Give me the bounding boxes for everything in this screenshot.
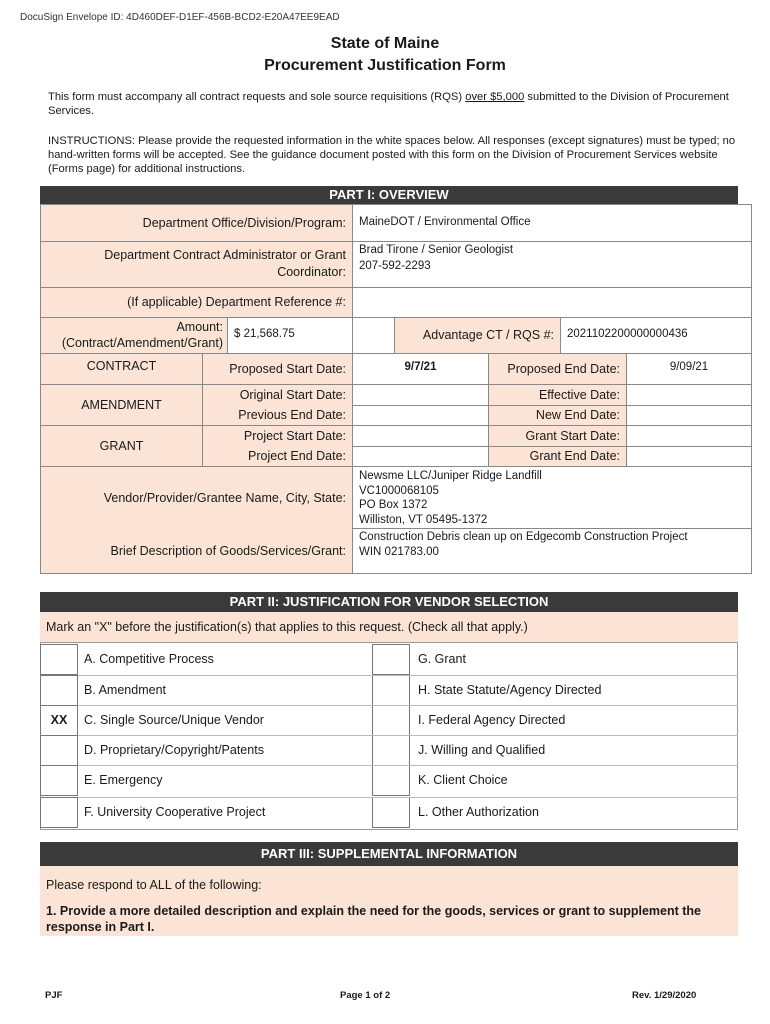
left-checkbox-0[interactable] — [40, 644, 78, 675]
rqs-value[interactable]: 2021102200000000436 — [567, 328, 688, 340]
contract-label: CONTRACT — [41, 353, 202, 384]
envelope-id: DocuSign Envelope ID: 4D460DEF-D1EF-456B-BCD2-E20A47EE9EAD — [20, 12, 340, 23]
intro-paragraph: This form must accompany all contract requests and sole source requisitions (RQS) over $5,000 submitted to the Division of Procurement Services. — [48, 91, 729, 117]
right-option-label-3: J. Willing and Qualified — [418, 743, 546, 757]
right-option-label-2: I. Federal Agency Directed — [418, 713, 566, 727]
footer-revision: Rev. 1/29/2020 — [632, 990, 697, 1001]
rqs-label: Advantage CT / RQS #: — [395, 317, 560, 353]
left-option-label-3: D. Proprietary/Copyright/Patents — [84, 743, 264, 757]
left-checkbox-3[interactable] — [40, 735, 78, 766]
amount-label: Amount: (Contract/Amendment/Grant) — [41, 317, 227, 353]
part3-instruction: Please respond to ALL of the following: — [40, 866, 738, 900]
left-checkbox-5[interactable] — [40, 797, 78, 828]
right-checkbox-3[interactable] — [372, 735, 410, 766]
part2-instruction: Mark an "X" before the justification(s) that applies to this request. (Check all that apply.) — [40, 612, 738, 642]
original-start-label: Original Start Date: — [203, 385, 352, 405]
project-end-label: Project End Date: — [203, 446, 352, 466]
right-option-label-0: G. Grant — [418, 652, 466, 666]
new-end-label: New End Date: — [489, 405, 626, 425]
page-title: State of Maine — [330, 35, 440, 52]
admin-label: Department Contract Administrator or Grant Coordinator: — [41, 241, 352, 287]
footer-form-code: PJF — [45, 990, 63, 1001]
proposed-end-label: Proposed End Date: — [489, 353, 626, 384]
ref-label: (If applicable) Department Reference #: — [41, 287, 352, 317]
left-checkbox-1[interactable] — [40, 675, 78, 706]
right-option-label-4: K. Client Choice — [418, 773, 508, 787]
right-option-label-1: H. State Statute/Agency Directed — [418, 683, 602, 697]
footer-page-number: Page 1 of 2 — [340, 990, 391, 1001]
right-checkbox-5[interactable] — [372, 797, 410, 828]
part3-header: PART III: SUPPLEMENTAL INFORMATION — [40, 842, 738, 866]
grant-start-label: Grant Start Date: — [489, 426, 626, 446]
amendment-label: AMENDMENT — [41, 385, 202, 425]
right-checkbox-4[interactable] — [372, 765, 410, 796]
left-checkbox-4[interactable] — [40, 765, 78, 796]
proposed-end-value[interactable]: 9/09/21 — [669, 361, 709, 373]
part3-question-1: 1. Provide a more detailed description and explain the need for the goods, services or grant to supplement the response in Part I. — [40, 900, 738, 936]
description-label: Brief Description of Goods/Services/Grant: — [41, 529, 352, 573]
left-checkbox-2[interactable]: XX — [40, 705, 78, 736]
grant-label: GRANT — [41, 426, 202, 466]
left-option-label-5: F. University Cooperative Project — [84, 805, 266, 819]
project-start-label: Project Start Date: — [203, 426, 352, 446]
ref-value[interactable] — [353, 287, 751, 317]
proposed-start-label: Proposed Start Date: — [203, 353, 352, 384]
dept-value[interactable]: MaineDOT / Environmental Office — [359, 216, 531, 228]
effective-date-label: Effective Date: — [489, 385, 626, 405]
vendor-value[interactable]: Newsme LLC/Juniper Ridge Landfill VC1000068105 PO Box 1372 Williston, VT 05495-1372 — [359, 470, 542, 526]
part1-header: PART I: OVERVIEW — [40, 186, 738, 204]
right-checkbox-0[interactable] — [372, 644, 410, 675]
vendor-label: Vendor/Provider/Grantee Name, City, State: — [41, 467, 352, 529]
left-option-label-4: E. Emergency — [84, 773, 163, 787]
amount-value[interactable]: $ 21,568.75 — [234, 328, 295, 340]
right-checkbox-1[interactable] — [372, 675, 410, 706]
left-option-label-0: A. Competitive Process — [84, 652, 214, 666]
grant-end-label: Grant End Date: — [489, 446, 626, 466]
right-checkbox-2[interactable] — [372, 705, 410, 736]
left-option-label-2: C. Single Source/Unique Vendor — [84, 713, 264, 727]
right-option-label-5: L. Other Authorization — [418, 805, 539, 819]
page-subtitle: Procurement Justification Form — [264, 57, 506, 74]
left-option-label-1: B. Amendment — [84, 683, 166, 697]
proposed-start-value[interactable]: 9/7/21 — [404, 361, 437, 373]
admin-value[interactable]: Brad Tirone / Senior Geologist 207-592-2293 — [359, 244, 514, 272]
dept-label: Department Office/Division/Program: — [41, 205, 352, 241]
part2-header: PART II: JUSTIFICATION FOR VENDOR SELECTION — [40, 592, 738, 612]
previous-end-label: Previous End Date: — [203, 405, 352, 425]
instructions-paragraph: INSTRUCTIONS: Please provide the requested information in the white spaces below. All responses (except signatures) must be typed; no hand-written forms will be accepted. See the guidance document posted with this form on the Division of Procurement Services website (Forms page) for additional instructions. — [48, 135, 736, 175]
description-value[interactable]: Construction Debris clean up on Edgecomb Construction Project WIN 021783.00 — [359, 531, 688, 558]
